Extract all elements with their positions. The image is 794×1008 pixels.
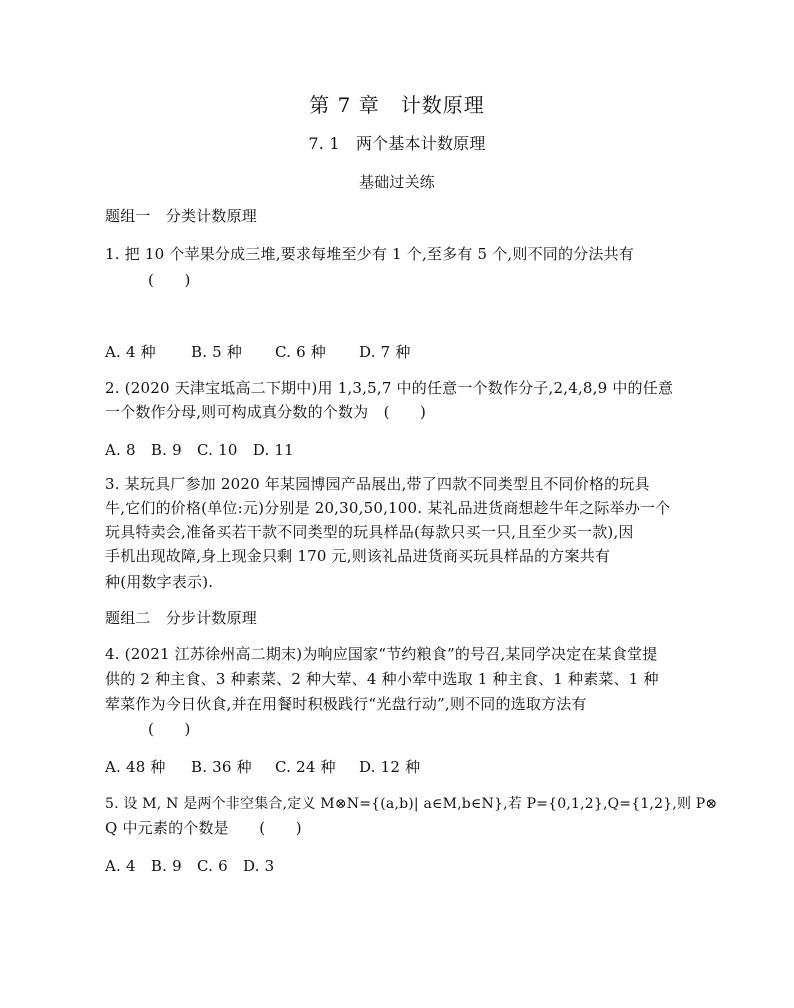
q4-choice-a: A. 48 种 bbox=[105, 758, 166, 776]
q1-choice-a: A. 4 种 bbox=[105, 343, 156, 361]
q2-stem-line1: 2. (2020 天津宝坻高二下期中)用 1,3,5,7 中的任意一个数作分子,2,4,8,9 中的任意 bbox=[105, 379, 674, 397]
q4-answer-paren: ( ) bbox=[148, 720, 191, 738]
q4-stem-line1: 4. (2021 江苏徐州高二期末)为响应国家“节约粮食”的号召,某同学决定在某食堂提 bbox=[105, 645, 658, 663]
q4-stem-line3: 荤菜作为今日伙食,并在用餐时积极践行“光盘行动”,则不同的选取方法有 bbox=[105, 695, 587, 713]
q3-stem-line2: 牛,它们的价格(单位:元)分别是 20,30,50,100. 某礼品进货商想趁牛年之际举办一个 bbox=[105, 499, 671, 517]
q1-choices bbox=[105, 342, 411, 362]
q2-stem-line2: 一个数作分母,则可构成真分数的个数为 ( ) bbox=[105, 403, 427, 421]
q4-choice-c: C. 24 种 bbox=[275, 758, 336, 776]
q1-choice-b: B. 5 种 bbox=[191, 343, 243, 361]
section-title: 7. 1 两个基本计数原理 bbox=[308, 134, 486, 153]
q4-choices bbox=[105, 757, 420, 777]
q5-choices: A. 4 B. 9 C. 6 D. 3 bbox=[105, 857, 275, 875]
q5-stem-line1: 5. 设 M, N 是两个非空集合,定义 M⊗N={(a,b)| a∈M,b∈N},若 P={0,1,2},Q={1,2},则 P⊗ bbox=[105, 796, 718, 812]
q2-choices: A. 8 B. 9 C. 10 D. 11 bbox=[105, 441, 294, 459]
q1-stem: 1. 把 10 个苹果分成三堆,要求每堆至少有 1 个,至多有 5 个,则不同的分法共有 bbox=[105, 245, 634, 263]
q4-choice-d: D. 12 种 bbox=[359, 758, 421, 776]
q1-choice-d: D. 7 种 bbox=[359, 343, 411, 361]
q4-choice-b: B. 36 种 bbox=[191, 758, 252, 776]
group1-heading: 题组一 分类计数原理 bbox=[105, 207, 258, 225]
q3-stem-line4: 手机出现故障,身上现金只剩 170 元,则该礼品进货商买玩具样品的方案共有 bbox=[105, 547, 611, 565]
q3-stem-line1: 3. 某玩具厂参加 2020 年某园博园产品展出,带了四款不同类型且不同价格的玩具 bbox=[105, 475, 650, 493]
q3-stem-line3: 玩具特卖会,准备买若干款不同类型的玩具样品(每款只买一只,且至少买一款),因 bbox=[105, 523, 634, 541]
q4-stem-line2: 供的 2 种主食、3 种素菜、2 种大荤、4 种小荤中选取 1 种主食、1 种素菜、1 种 bbox=[105, 670, 659, 688]
chapter-title: 第 7 章 计数原理 bbox=[309, 93, 485, 117]
q1-choice-c: C. 6 种 bbox=[275, 343, 326, 361]
q3-stem-line5: 种(用数字表示). bbox=[105, 573, 214, 591]
group2-heading: 题组二 分步计数原理 bbox=[105, 609, 258, 627]
q5-stem-line2: Q 中元素的个数是 ( ) bbox=[105, 819, 302, 837]
q1-answer-paren: ( ) bbox=[148, 271, 191, 289]
section-subtitle: 基础过关练 bbox=[358, 173, 435, 191]
